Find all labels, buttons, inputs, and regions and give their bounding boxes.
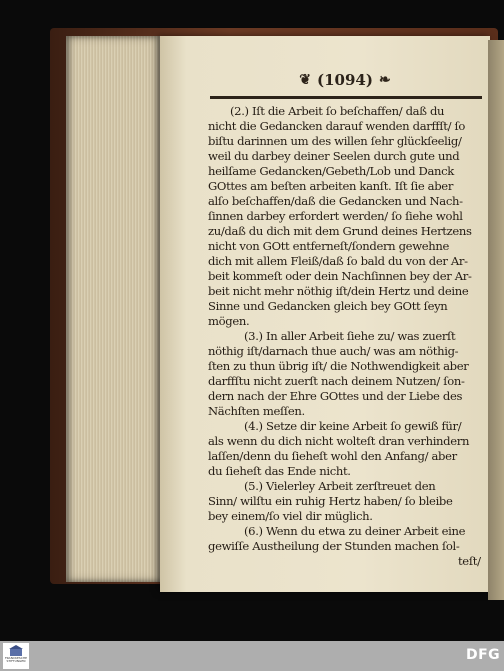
text-line: bey einem/ſo viel dir müglich. xyxy=(208,509,373,523)
text-line: laſſen/denn du ſieheſt wohl den Anfang/ aber xyxy=(208,449,457,463)
right-ornament-icon: ❧ xyxy=(378,72,391,88)
text-line: dich mit allem Fleiß/daß ſo bald du von der Ar- xyxy=(208,254,468,268)
viewer-footer xyxy=(0,641,504,671)
text-line: darffſtu nicht zuerſt nach deinem Nutzen/ ſon- xyxy=(208,374,465,388)
text-line: weil du darbey deiner Seelen durch gute und xyxy=(208,149,460,163)
text-line: nicht von GOtt entferneſt/ſondern gewehne xyxy=(208,239,450,253)
text-line: nöthig iſt/darnach thue auch/ was am nöthig- xyxy=(208,344,459,358)
text-line: dern nach der Ehre GOttes und der Liebe des xyxy=(208,389,463,403)
text-line: mögen. xyxy=(208,314,250,328)
text-line: du ſieheſt das Ende nicht. xyxy=(208,464,351,478)
text-line: ſinnen darbey erfordert werden/ ſo ſiehe wohl xyxy=(208,209,463,223)
running-head xyxy=(290,70,400,90)
text-line: alſo beſchaffen/daß die Gedancken und Nach- xyxy=(208,194,463,208)
logo-text: FRANCKESCHE STIFTUNGEN xyxy=(4,656,28,664)
text-line: (6.) Wenn du etwa zu deiner Arbeit eine xyxy=(244,524,466,538)
text-line: GOttes am beſten arbeiten kanſt. Iſt ſie aber xyxy=(208,179,454,193)
text-line: Sinn/ wilſtu ein ruhig Hertz haben/ ſo bleibe xyxy=(208,494,453,508)
text-line: (2.) Iſt die Arbeit ſo beſchaffen/ daß du xyxy=(230,104,445,118)
text-line: zu/daß du dich mit dem Grund deines Hertzens xyxy=(208,224,472,238)
text-line: als wenn du dich nicht wolteſt dran verhindern xyxy=(208,434,470,448)
text-line: (3.) In aller Arbeit ſiehe zu/ was zuerſt xyxy=(244,329,456,343)
text-line: Sinne und Gedancken gleich bey GOtt ſeyn xyxy=(208,299,448,313)
next-page-edge xyxy=(488,40,504,600)
text-line: (5.) Vielerley Arbeit zerſtreuet den xyxy=(244,479,436,493)
header-rule xyxy=(210,96,482,99)
institution-logo[interactable] xyxy=(3,643,29,669)
text-line: Nächſten meſſen. xyxy=(208,404,305,418)
text-line: beit kommeſt oder dein Nachſinnen bey der Ar- xyxy=(208,269,472,283)
text-line: gewiſſe Austheilung der Stunden machen ſol- xyxy=(208,539,460,553)
text-line: beit nicht mehr nöthig iſt/dein Hertz und deine xyxy=(208,284,469,298)
dfg-logo[interactable]: DFG xyxy=(466,647,501,663)
text-line: heilſame Gedancken/Gebeth/Lob und Danck xyxy=(208,164,454,178)
page-text xyxy=(208,103,481,568)
text-line: biſtu darinnen um des willen ſehr glückſeelig/ xyxy=(208,134,462,148)
page-edges xyxy=(66,36,164,582)
left-ornament-icon: ❦ xyxy=(299,72,312,88)
text-line: ſten zu thun übrig iſt/ die Nothwendigkeit aber xyxy=(208,359,469,373)
text-line: nicht die Gedancken darauf wenden darffſt/ ſo xyxy=(208,119,466,133)
text-line: (4.) Setze dir keine Arbeit ſo gewiß für/ xyxy=(244,419,462,433)
page-number: (1094) xyxy=(317,71,373,89)
text-line: teſt/ xyxy=(458,554,481,568)
